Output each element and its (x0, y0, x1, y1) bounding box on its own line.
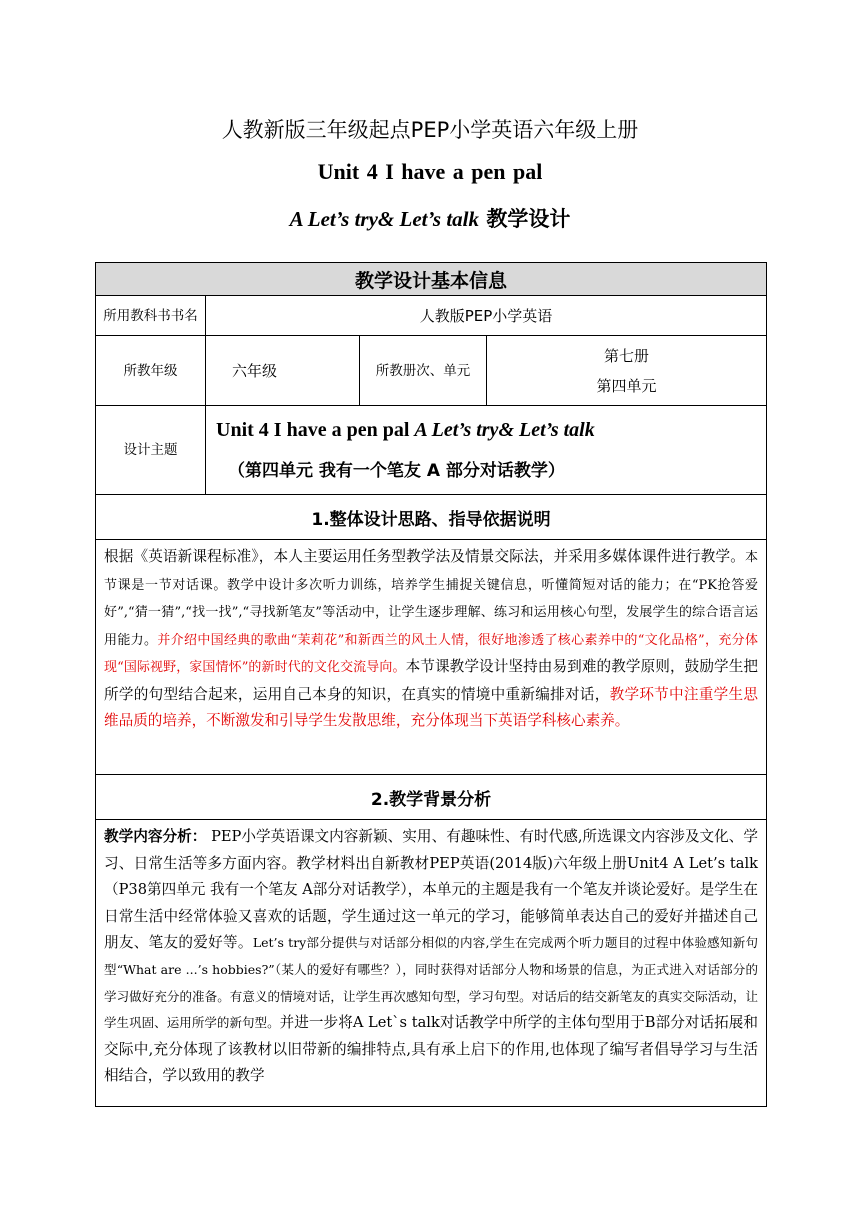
volume-value (487, 336, 767, 406)
section-2-p3: 并进一步将A Let`s talk对话教学中所学的主体句型用于B部分对话拓展和交际中,充分体现了该教材以旧带新的编排特点,具有承上启下的作用,也体现了编写者倡导学习与生活相结合，学以致用的教学 (104, 1014, 759, 1085)
basic-info-table (95, 262, 767, 1107)
section-1-title: 1.整体设计思路、指导依据说明 (96, 495, 767, 540)
theme-chinese: （第四单元 我有一个笔友 A 部分对话教学） (228, 461, 565, 481)
textbook-label: 所用教科书书名 (96, 296, 206, 336)
section-2-p1: PEP小学英语课文内容新颖、实用、有趣味性、有时代感,所选课文内容涉及文化、学习、日常生活等多方面内容。教学材料出自新教材PEP英语(2014版)六年级上册Unit4 A Let’s talk（P38第四单元 我有一个笔友 A部分对话教学），本单元的主题是我有一个笔友并谈论爱好。是学生在日常生活中经常体验又喜欢的话题，学生通过这一单元的学习，能够简单表达自己的爱好并描述自己朋友、笔友的爱好等。 (104, 828, 759, 952)
lesson-title-chinese: 教学设计 (486, 207, 571, 231)
theme-part: A Let’s try& Let’s talk (414, 419, 595, 441)
textbook-value: 人教版PEP小学英语 (206, 296, 767, 336)
section-2-label: 教学内容分析： (104, 828, 207, 845)
section-2-body (96, 820, 767, 1107)
volume-line-2: 第四单元 (596, 376, 657, 395)
volume-line-1: 第七册 (604, 346, 650, 365)
grade-label: 所教年级 (96, 336, 206, 406)
section-1-p4: 本节课教学设计坚持由易到难的教学原则，鼓励学生把所学的句型结合起来，运用自己本身的知识，在真实的情境中重新编排对话， (104, 658, 759, 703)
section-1-p5-highlight: 教学环节中注重学生思维品质的培养，不断激发和引导学生发散思维，充分体现当下英语学科核心素养。 (104, 685, 758, 729)
theme-unit: Unit 4 I have a pen pal (216, 419, 415, 441)
theme-value (206, 406, 767, 495)
document-title: 人教新版三年级起点PEP小学英语六年级上册 (221, 118, 639, 142)
lesson-title-english: A Let’s try& Let’s talk (289, 207, 480, 231)
section-1-body (96, 540, 767, 775)
section-2-p2: Let’s try部分提供与对话部分相似的内容,学生在完成两个听力题目的过程中体验感知新句型“What are ...’s hobbies?”（某人的爱好有哪些？），同时获得对话部分人物和场景的信息，为正式进入对话部分的学习做好充分的准备。有意义的情境对话，让学生再次感知句型，学习句型。对话后的结交新笔友的真实交际活动，让学生巩固、运用所学的新句型。 (104, 935, 759, 1031)
section-1-p3-highlight: 并介绍中国经典的歌曲“茉莉花”和新西兰的风土人情，很好地渗透了核心素养中的“文化品格”，充分体现“国际视野，家国情怀”的新时代的文化交流导向。 (104, 632, 759, 675)
lesson-title (0, 203, 860, 233)
theme-label: 设计主题 (96, 406, 206, 495)
section-1-p2: 本节课是一节对话课。教学中设计多次听力训练，培养学生捕捉关键信息，听懂简短对话的能力；在“PK抢答爱好”,“猜一猜”,“找一找”,“寻找新笔友”等活动中，让学生逐步理解、练习和运用核心句型，发展学生的综合语言运用能力。 (104, 550, 759, 648)
unit-title: Unit 4 I have a pen pal (317, 159, 543, 184)
section-2-text (96, 820, 766, 1090)
section-1-p1: 根据《英语新课程标准》，本人主要运用任务型教学法及情景交际法，并采用多媒体课件进行教学。 (104, 548, 745, 565)
section-2-title: 2.教学背景分析 (96, 775, 767, 820)
theme-english (206, 419, 766, 442)
volume-label: 所教册次、单元 (360, 336, 487, 406)
grade-value: 六年级 (206, 336, 360, 406)
table-header: 教学设计基本信息 (96, 263, 767, 296)
section-1-text (96, 540, 766, 735)
